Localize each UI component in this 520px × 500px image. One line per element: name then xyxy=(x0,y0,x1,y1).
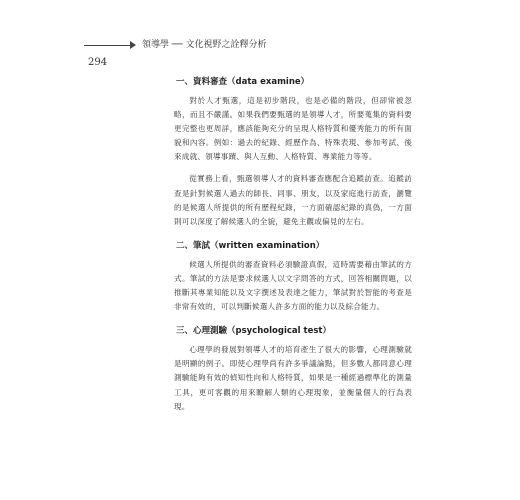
page-body xyxy=(174,76,412,414)
section-heading-data-examine: 一、資料審查（data examine） xyxy=(176,77,310,87)
header-arrow-icon xyxy=(130,41,136,49)
page-number: 294 xyxy=(88,57,108,68)
section-heading-written-examination: 二、筆試（written examination） xyxy=(176,240,325,251)
paragraph: 對於人才甄選，這是初步階段，也是必備的階段，但卻常被忽略，而且不嚴謹。如果我們要甄選的是領導人才，所要蒐集的資料要更完整也更周詳，應該能夠充分的呈現人格特質和優秀能力的所有面貌和內容。例如：過去的紀錄、經歷作為、特殊表現、參加考試、後來成就、領導事蹟、與人互動、人格特質、專業能力等等。 xyxy=(174,96,412,162)
paragraph: 心理學的發展對領導人才的培育產生了很大的影響，心理測驗就是明顯的例子。即使心理學尚有許多爭議論點，但多數人都同意心理測驗能夠有效的偵知性向和人格特質，如果是一種經過標準化的測量工具，更可客觀的用來瞭解人類的心理現象，並衡量個人的行為表現。 xyxy=(174,345,412,411)
section-heading-psychological-test: 三、心理測驗（psychological test） xyxy=(176,326,331,337)
paragraph: 候選人所提供的審查資料必須驗證真假，這時需要藉由筆試的方式。筆試的方法是要求候選人以文字問答的方式，回答相關問題，以推斷其專業知能以及文字撰述及表達之能力，筆試對於智能的考查是非常有效的，可以判斷候選人許多方面的能力以及綜合能力。 xyxy=(174,259,412,312)
paragraph: 從實務上看，甄選領導人才的資料審查應配合追蹤訪查。追蹤訪查是針對候選人過去的師長、同事、朋友，以及家庭進行訪查，瀏覽的是候選人所提供的所有歷程紀錄，一方面確認紀錄的真偽，一方面則可以深度了解候選人的全貌，避免主觀或偏見的左右。 xyxy=(174,174,412,226)
header-rule xyxy=(84,45,130,46)
header-title: 領導學 ── 文化視野之詮釋分析 xyxy=(142,40,267,50)
running-header xyxy=(84,38,464,52)
